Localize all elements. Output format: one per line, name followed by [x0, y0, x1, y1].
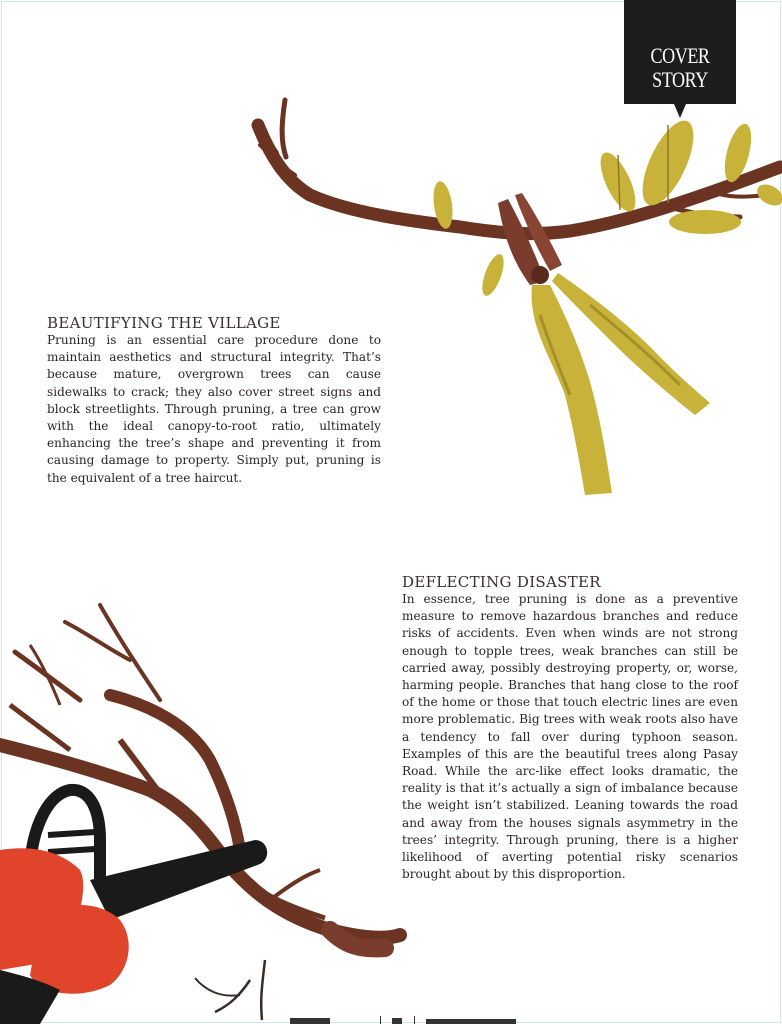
cover-tab-line2: STORY	[652, 67, 708, 92]
chainsaw-cutting-branches-illustration	[0, 600, 420, 1024]
section-title: DEFLECTING DISASTER	[402, 573, 601, 591]
footer-cutoff-marks	[280, 1014, 540, 1024]
section-deflecting-disaster	[402, 573, 738, 883]
section-beautifying-the-village	[47, 314, 381, 487]
section-body: Pruning is an essential care procedure done to maintain aesthetics and structural integrity. That’s because mature, overgrown trees can cause sidewalks to crack; they also cover street signs and block streetlights. Through pruning, a tree can grow with the ideal canopy-to-root ratio, ultimately enhancing the tree’s shape and preventing it from causing damage to property. Simply put, pruning is the equivalent of a tree haircut.	[47, 333, 381, 485]
page-footer	[280, 1014, 540, 1024]
cover-tab-label	[634, 44, 726, 92]
cover-tab-line1: COVER	[650, 43, 710, 68]
section-title: BEAUTIFYING THE VILLAGE	[47, 314, 281, 332]
section-body: In essence, tree pruning is done as a preventive measure to remove hazardous branches and reduce risks of accidents. Even when winds are not strong enough to topple trees, weak branches can still be carried away, possibly destroying property, or, worse, harming people. Branches that hang close to the roof of the home or those that touch electric lines are even more problematic. Big trees with weak roots also have a tendency to fall over during typhoon season. Examples of this are the beautiful trees along Pasay Road. While the arc-like effect looks dramatic, the reality is that it’s actually a sign of imbalance because the weight isn’t stabilized. Leaning towards the road and away from the houses signals asymmetry in the trees’ integrity. Through pruning, there is a higher likelihood of averting potential risky scenarios brought about by this disproportion.	[402, 592, 738, 882]
